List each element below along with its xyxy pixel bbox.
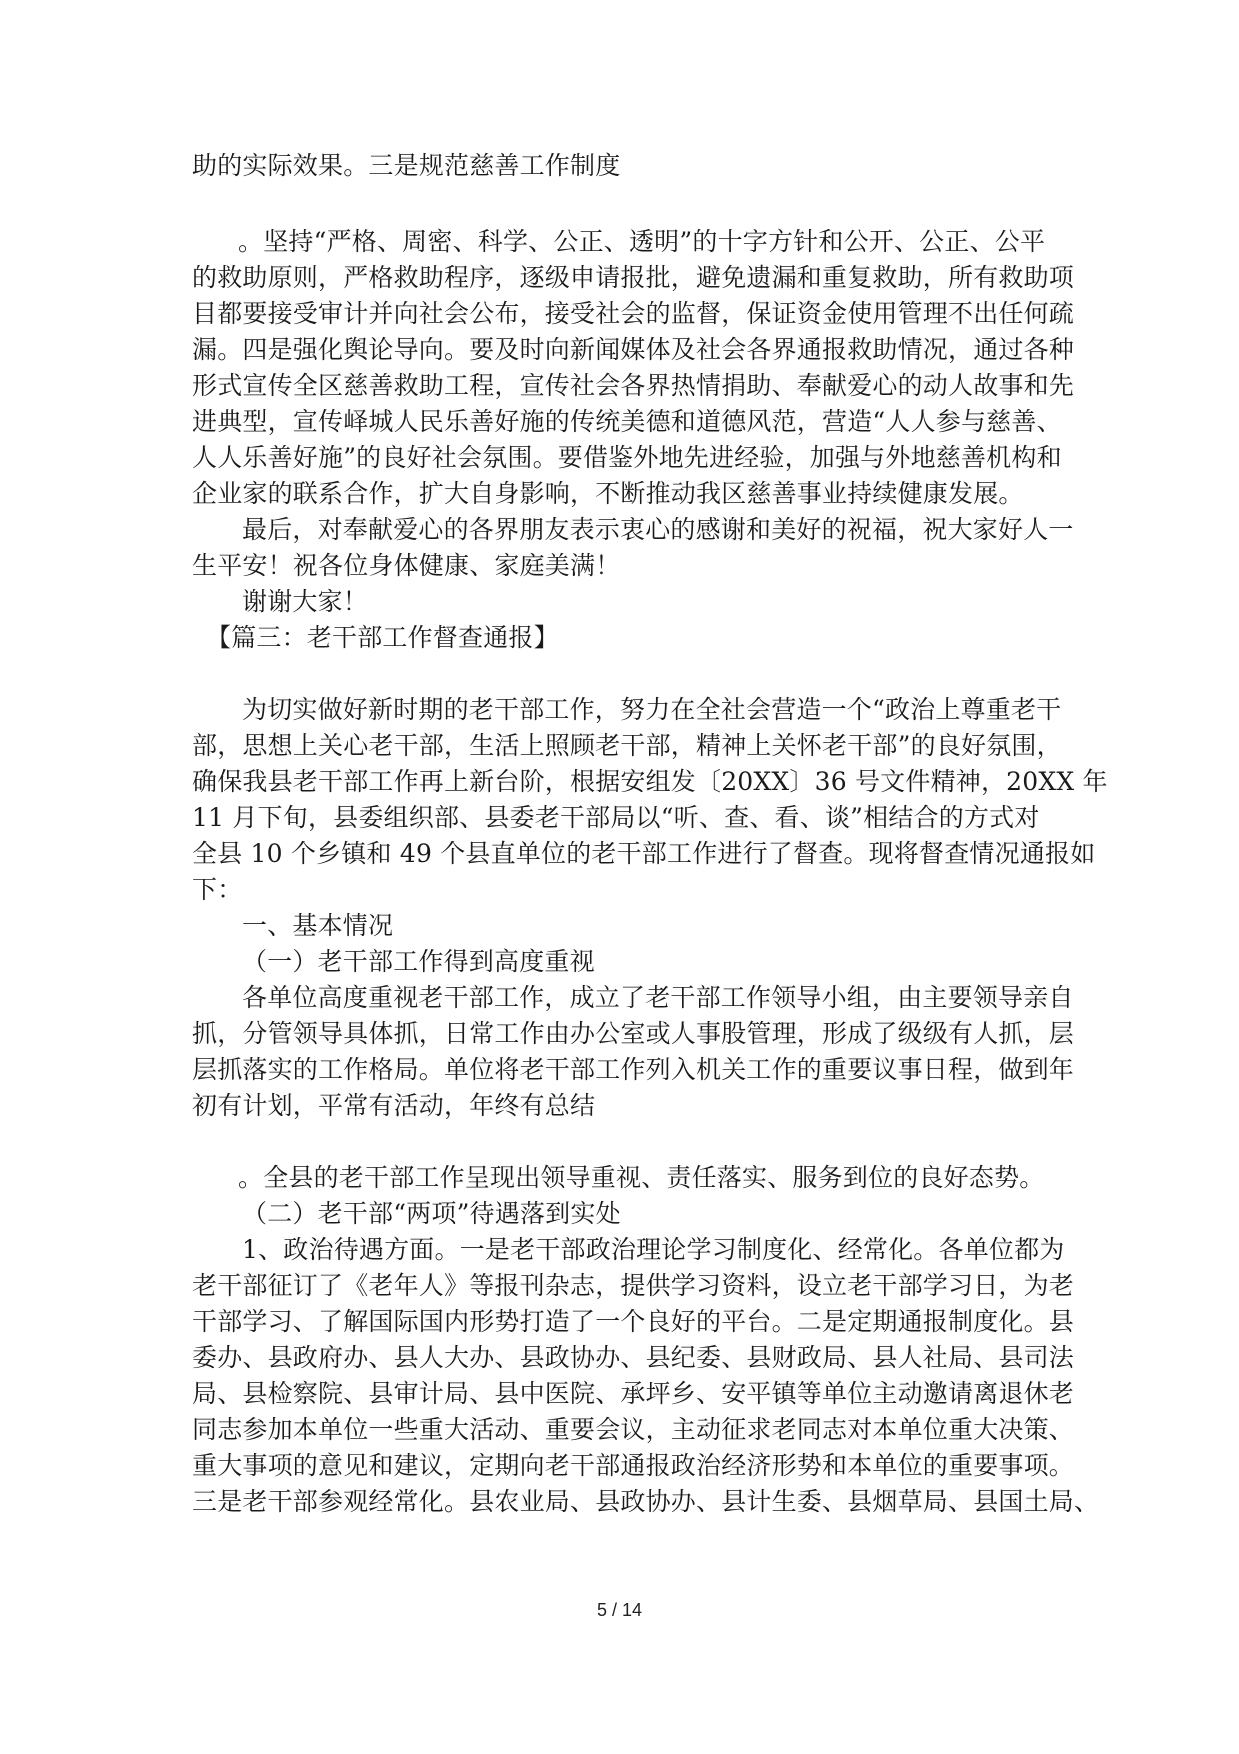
subheading: 一、基本情况 bbox=[242, 911, 394, 940]
text-line: 委办、县政府办、县人大办、县政协办、县纪委、县财政局、县人社局、县司法 bbox=[192, 1343, 1075, 1372]
text-line: 下： bbox=[192, 875, 243, 904]
text-line: 局、县检察院、县审计局、县中医院、承坪乡、安平镇等单位主动邀请离退休老 bbox=[192, 1379, 1075, 1408]
text-line: 干部学习、了解国际国内形势打造了一个良好的平台。二是定期通报制度化。县 bbox=[192, 1307, 1075, 1336]
text-line: 三是老干部参观经常化。县农业局、县政协办、县计生委、县烟草局、县国土局、 bbox=[192, 1487, 1100, 1516]
text-line: 最后，对奉献爱心的各界朋友表示衷心的感谢和美好的祝福，祝大家好人一 bbox=[242, 515, 1074, 544]
text-line: 谢谢大家！ bbox=[242, 587, 369, 616]
text-line: 形式宣传全区慈善救助工程，宣传社会各界热情捐助、奉献爱心的动人故事和先 bbox=[192, 371, 1075, 400]
document-body bbox=[192, 148, 1108, 1520]
text-line: 企业家的联系合作，扩大自身影响，不断推动我区慈善事业持续健康发展。 bbox=[192, 479, 1024, 508]
text-line: 漏。四是强化舆论导向。要及时向新闻媒体及社会各界通报救助情况，通过各种 bbox=[192, 335, 1075, 364]
text-line: 生平安！祝各位身体健康、家庭美满！ bbox=[192, 551, 621, 580]
text-line: 确保我县老干部工作再上新台阶，根据安组发〔20XX〕36 号文件精神，20XX 年 bbox=[192, 767, 1108, 796]
section-heading: 【篇三：老干部工作督查通报】 bbox=[206, 623, 559, 652]
text-line: 老干部征订了《老年人》等报刊杂志，提供学习资料，设立老干部学习日，为老 bbox=[192, 1271, 1075, 1300]
subheading: （一）老干部工作得到高度重视 bbox=[242, 947, 595, 976]
subheading: （二）老干部“两项”待遇落到实处 bbox=[242, 1199, 621, 1228]
text-line: 。全县的老干部工作呈现出领导重视、责任落实、服务到位的良好态势。 bbox=[238, 1163, 1045, 1192]
text-line: 初有计划，平常有活动，年终有总结 bbox=[192, 1091, 596, 1120]
text-line: 全县 10 个乡镇和 49 个县直单位的老干部工作进行了督查。现将督查情况通报如 bbox=[192, 839, 1096, 868]
text-line: 1、政治待遇方面。一是老干部政治理论学习制度化、经常化。各单位都为 bbox=[242, 1235, 1065, 1264]
text-line: 助的实际效果。三是规范慈善工作制度 bbox=[192, 151, 621, 180]
page-number: 5 / 14 bbox=[596, 1600, 643, 1620]
text-line: 同志参加本单位一些重大活动、重要会议，主动征求老同志对本单位重大决策、 bbox=[192, 1415, 1075, 1444]
text-line: 抓，分管领导具体抓，日常工作由办公室或人事股管理，形成了级级有人抓，层 bbox=[192, 1019, 1075, 1048]
text-line: 为切实做好新时期的老干部工作，努力在全社会营造一个“政治上尊重老干 bbox=[242, 695, 1062, 724]
text-line: 重大事项的意见和建议，定期向老干部通报政治经济形势和本单位的重要事项。 bbox=[192, 1451, 1075, 1480]
text-line: 。坚持“严格、周密、科学、公正、透明”的十字方针和公开、公正、公平 bbox=[238, 227, 1046, 256]
text-line: 11 月下旬，县委组织部、县委老干部局以“听、查、看、谈”相结合的方式对 bbox=[192, 803, 1040, 832]
text-line: 进典型，宣传峄城人民乐善好施的传统美德和道德风范，营造“人人参与慈善、 bbox=[192, 407, 1062, 436]
text-line: 层抓落实的工作格局。单位将老干部工作列入机关工作的重要议事日程，做到年 bbox=[192, 1055, 1075, 1084]
text-line: 各单位高度重视老干部工作，成立了老干部工作领导小组，由主要领导亲自 bbox=[242, 983, 1074, 1012]
text-line: 目都要接受审计并向社会公布，接受社会的监督，保证资金使用管理不出任何疏 bbox=[192, 299, 1075, 328]
text-line: 的救助原则，严格救助程序，逐级申请报批，避免遗漏和重复救助，所有救助项 bbox=[192, 263, 1075, 292]
text-line: 人人乐善好施”的良好社会氛围。要借鉴外地先进经验，加强与外地慈善机构和 bbox=[192, 443, 1062, 472]
text-line: 部，思想上关心老干部，生活上照顾老干部，精神上关怀老干部”的良好氛围， bbox=[192, 731, 1062, 760]
